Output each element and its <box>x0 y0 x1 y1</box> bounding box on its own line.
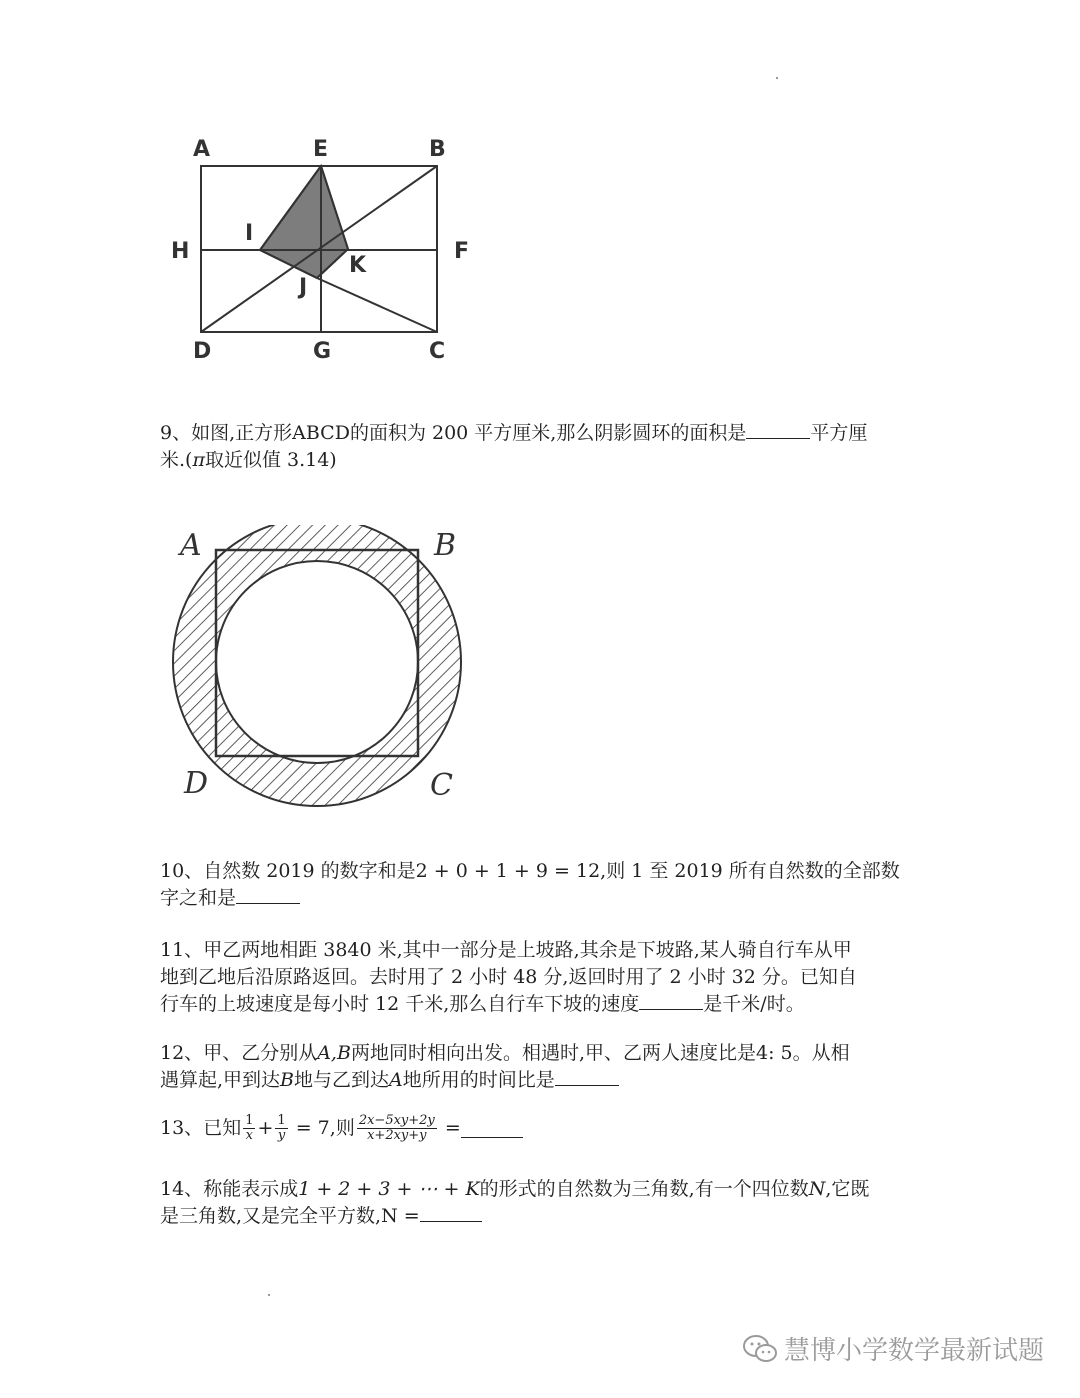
watermark-text: 慧博小学数学最新试题 <box>783 1336 1044 1366</box>
q14-answer-blank[interactable] <box>420 1203 482 1222</box>
q10-text2: ,则 1 至 2019 所有自然数的全部数 <box>600 860 900 882</box>
figure-rectangle-shaded <box>165 128 480 368</box>
q12-math-a: A <box>389 1069 403 1091</box>
q13-answer-blank[interactable] <box>461 1119 523 1138</box>
label-F: F <box>454 239 470 264</box>
label-I: I <box>245 221 254 246</box>
q12-math-ratio: 4: 5 <box>755 1042 793 1064</box>
q13-number: 13、 <box>160 1117 204 1139</box>
q12-text5: 地与乙到达 <box>294 1069 390 1091</box>
label-A: A <box>180 528 202 563</box>
q13-fraction-1-over-x: $\frac{1}{x}$ <box>245 1113 254 1143</box>
question-14 <box>160 1176 930 1230</box>
q14-text2: 的形式的自然数为三角数,有一个四位数 <box>479 1178 809 1200</box>
q10-answer-blank[interactable] <box>236 885 300 904</box>
q9-answer-blank[interactable] <box>746 420 810 439</box>
q13-plus: + <box>257 1117 274 1139</box>
question-11 <box>160 937 930 1018</box>
q14-number: 14、 <box>160 1178 204 1200</box>
q9-text-line2-end: 取近似值 3.14) <box>204 449 337 471</box>
q9-text: 如图,正方形ABCD的面积为 200 平方厘米,那么阴影圆环的面积是 <box>191 422 747 444</box>
q13-text1: 已知 <box>203 1117 242 1139</box>
question-13 <box>160 1114 930 1143</box>
q9-number: 9、 <box>160 422 192 444</box>
wechat-icon <box>742 1334 778 1364</box>
inner-circle <box>216 561 418 763</box>
q12-math-b: B <box>280 1069 295 1091</box>
q10-number: 10、 <box>160 860 204 882</box>
question-12 <box>160 1040 930 1094</box>
q14-math-n: N <box>808 1178 826 1200</box>
q10-text1: 自然数 2019 的数字和是 <box>203 860 416 882</box>
q12-math-ab: A,B <box>317 1042 351 1064</box>
label-B: B <box>434 528 457 563</box>
q11-line2: 地到乙地后沿原路返回。去时用了 2 小时 48 分,返回时用了 2 小时 32 分。已知自 <box>160 966 857 988</box>
label-C: C <box>429 339 446 364</box>
label-D: D <box>193 339 212 364</box>
q14-math-sum: 1 + 2 + 3 + ⋯ + K <box>298 1178 480 1200</box>
q12-text2: 两地同时相向出发。相遇时,甲、乙两人速度比是 <box>350 1042 756 1064</box>
q10-math: 2 + 0 + 1 + 9 = 12 <box>415 860 601 882</box>
label-B: B <box>429 137 446 162</box>
question-9 <box>160 420 930 474</box>
watermark <box>742 1330 1044 1367</box>
label-A: A <box>193 137 211 162</box>
q12-text4: 遇算起,甲到达 <box>160 1069 281 1091</box>
label-E: E <box>313 137 329 162</box>
q11-number: 11、 <box>160 939 204 961</box>
q9-text-line2: 米.( <box>160 449 193 471</box>
label-H: H <box>171 239 190 264</box>
q9-pi: π <box>192 449 205 471</box>
q14-text3: ,它既 <box>825 1178 870 1200</box>
q12-text1: 甲、乙分别从 <box>203 1042 318 1064</box>
scan-dot <box>776 77 778 79</box>
label-J: J <box>299 275 308 300</box>
q12-text3: 。从相 <box>792 1042 850 1064</box>
q14-text1: 称能表示成 <box>203 1178 299 1200</box>
scan-dot <box>268 1294 270 1296</box>
q11-line3b: 是千米/时。 <box>703 993 805 1015</box>
question-10 <box>160 858 930 912</box>
label-G: G <box>313 339 332 364</box>
figure-circle-square-ring <box>172 525 472 810</box>
q13-equals: = <box>438 1117 461 1139</box>
q13-fraction-expression: $\frac{2x-5xy+2y}{x+2xy+y}$ <box>358 1113 435 1143</box>
q9-text-unit: 平方厘 <box>810 422 868 444</box>
q12-text6: 地所用的时间比是 <box>402 1069 555 1091</box>
q10-text3: 字之和是 <box>160 887 237 909</box>
q14-text4: 是三角数,又是完全平方数,N = <box>160 1205 420 1227</box>
q12-answer-blank[interactable] <box>555 1067 619 1086</box>
label-K: K <box>349 253 367 278</box>
label-C: C <box>430 768 453 803</box>
q13-fraction-1-over-y: $\frac{1}{y}$ <box>277 1113 286 1143</box>
q11-line3a: 行车的上坡速度是每小时 12 千米,那么自行车下坡的速度 <box>160 993 640 1015</box>
q12-number: 12、 <box>160 1042 204 1064</box>
q13-text2: ,则 <box>329 1117 355 1139</box>
q13-equals-7: = 7 <box>289 1117 330 1139</box>
q11-line1: 甲乙两地相距 3840 米,其中一部分是上坡路,其余是下坡路,某人骑自行车从甲 <box>203 939 852 961</box>
q11-answer-blank[interactable] <box>639 991 703 1010</box>
label-D: D <box>184 766 209 801</box>
